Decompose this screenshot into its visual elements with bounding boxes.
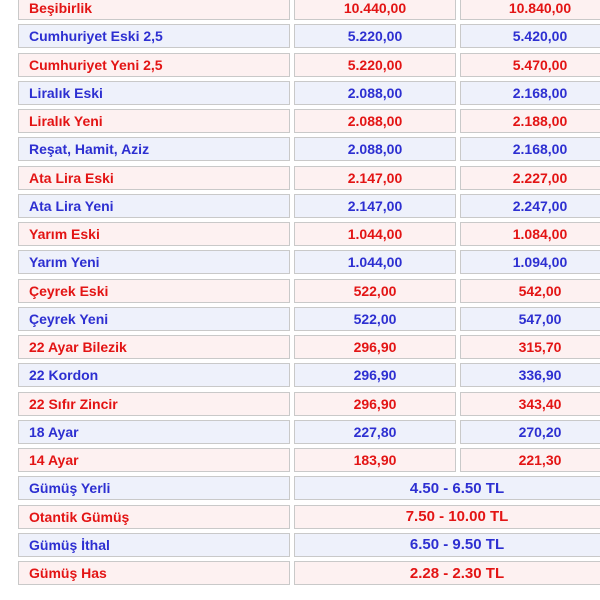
table-row-yarim-yeni (0, 248, 600, 276)
table-row-yarim-eski (0, 220, 600, 248)
item-name: Cumhuriyet Yeni 2,5 (18, 53, 290, 77)
item-name: Ata Lira Eski (18, 166, 290, 190)
item-name: 18 Ayar (18, 420, 290, 444)
table-row-resat-hamit-aziz (0, 135, 600, 163)
sell-price: 315,70 (460, 335, 600, 359)
buy-price: 1.044,00 (294, 222, 456, 246)
table-row-liralik-eski (0, 79, 600, 107)
item-name: Gümüş Yerli (18, 476, 290, 500)
table-row-gumus-has (0, 559, 600, 587)
buy-price: 2.147,00 (294, 166, 456, 190)
item-name: Gümüş Has (18, 561, 290, 585)
sell-price: 2.188,00 (460, 109, 600, 133)
buy-price: 522,00 (294, 307, 456, 331)
table-row-cumhuriyet-eski (0, 22, 600, 50)
sell-price: 5.470,00 (460, 53, 600, 77)
price-range: 7.50 - 10.00 TL (294, 505, 600, 529)
table-row-ceyrek-yeni (0, 305, 600, 333)
price-range: 2.28 - 2.30 TL (294, 561, 600, 585)
table-row-22-ayar-bilezik (0, 333, 600, 361)
sell-price: 1.094,00 (460, 250, 600, 274)
sell-price: 2.168,00 (460, 137, 600, 161)
item-name: Liralık Yeni (18, 109, 290, 133)
table-row-22-kordon (0, 361, 600, 389)
buy-price: 2.088,00 (294, 109, 456, 133)
buy-price: 2.088,00 (294, 137, 456, 161)
buy-price: 5.220,00 (294, 24, 456, 48)
buy-price: 1.044,00 (294, 250, 456, 274)
table-row-ceyrek-eski (0, 277, 600, 305)
table-row-ata-lira-eski (0, 164, 600, 192)
item-name: Çeyrek Eski (18, 279, 290, 303)
table-row-gumus-yerli (0, 474, 600, 502)
buy-price: 296,90 (294, 363, 456, 387)
item-name: Cumhuriyet Eski 2,5 (18, 24, 290, 48)
sell-price: 2.168,00 (460, 81, 600, 105)
buy-price: 522,00 (294, 279, 456, 303)
item-name: 14 Ayar (18, 448, 290, 472)
item-name: Beşibirlik (18, 0, 290, 20)
table-row-gumus-ithal (0, 531, 600, 559)
buy-price: 296,90 (294, 392, 456, 416)
item-name: 22 Kordon (18, 363, 290, 387)
sell-price: 2.247,00 (460, 194, 600, 218)
sell-price: 270,20 (460, 420, 600, 444)
item-name: Otantik Gümüş (18, 505, 290, 529)
table-row-ata-lira-yeni (0, 192, 600, 220)
table-row-otantik-gumus (0, 503, 600, 531)
item-name: 22 Ayar Bilezik (18, 335, 290, 359)
buy-price: 227,80 (294, 420, 456, 444)
price-range: 6.50 - 9.50 TL (294, 533, 600, 557)
table-row-14-ayar (0, 446, 600, 474)
sell-price: 221,30 (460, 448, 600, 472)
item-name: Gümüş İthal (18, 533, 290, 557)
item-name: Çeyrek Yeni (18, 307, 290, 331)
sell-price: 1.084,00 (460, 222, 600, 246)
buy-price: 296,90 (294, 335, 456, 359)
item-name: Yarım Yeni (18, 250, 290, 274)
table-row-besibirlik (0, 0, 600, 22)
table-row-liralik-yeni (0, 107, 600, 135)
item-name: Ata Lira Yeni (18, 194, 290, 218)
item-name: Reşat, Hamit, Aziz (18, 137, 290, 161)
buy-price: 10.440,00 (294, 0, 456, 20)
sell-price: 10.840,00 (460, 0, 600, 20)
buy-price: 5.220,00 (294, 53, 456, 77)
item-name: 22 Sıfır Zincir (18, 392, 290, 416)
sell-price: 2.227,00 (460, 166, 600, 190)
item-name: Liralık Eski (18, 81, 290, 105)
sell-price: 5.420,00 (460, 24, 600, 48)
price-range: 4.50 - 6.50 TL (294, 476, 600, 500)
table-row-18-ayar (0, 418, 600, 446)
sell-price: 542,00 (460, 279, 600, 303)
table-row-cumhuriyet-yeni (0, 51, 600, 79)
sell-price: 336,90 (460, 363, 600, 387)
buy-price: 2.147,00 (294, 194, 456, 218)
sell-price: 343,40 (460, 392, 600, 416)
table-row-22-sifir-zincir (0, 390, 600, 418)
sell-price: 547,00 (460, 307, 600, 331)
buy-price: 183,90 (294, 448, 456, 472)
buy-price: 2.088,00 (294, 81, 456, 105)
item-name: Yarım Eski (18, 222, 290, 246)
